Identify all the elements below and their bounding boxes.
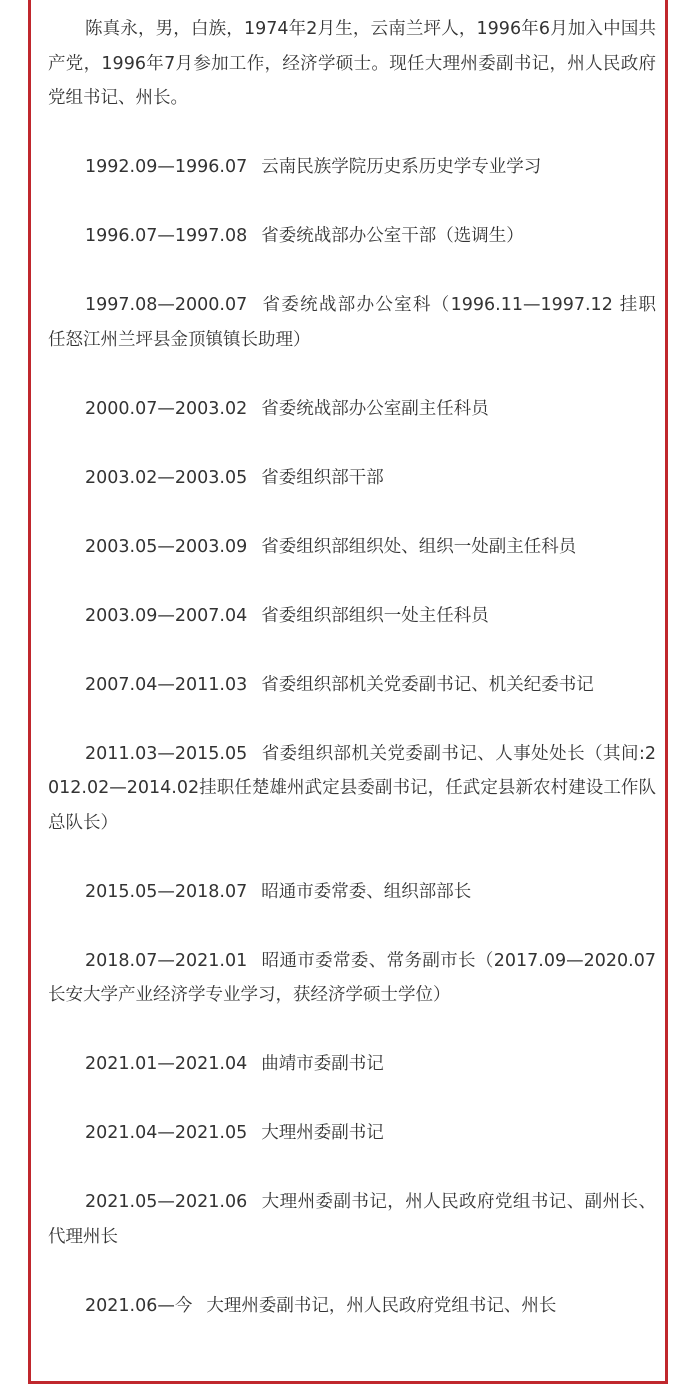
resume-text: 昭通市委常委、组织部部长	[261, 881, 472, 902]
resume-text: 省委统战部办公室干部（选调生）	[261, 226, 524, 246]
resume-text: 昭通市委常委、常务副市长（2017.09—2020.07长安大学产业经济学专业学习，获经济学硕士学位）	[48, 950, 656, 1005]
resume-period: 2003.02—2003.05	[85, 467, 248, 488]
resume-entry	[48, 392, 656, 427]
intro-paragraph: 陈真永，男，白族，1974年2月生，云南兰坪人，1996年6月加入中国共产党，1996年7月参加工作，经济学硕士。现任大理州委副书记，州人民政府党组书记、州长。	[48, 19, 656, 108]
resume-text: 大理州委副书记，州人民政府党组书记、州长	[206, 1295, 557, 1316]
resume-entry	[48, 668, 656, 703]
resume-text: 省委组织部组织一处主任科员	[261, 605, 489, 626]
resume-entry	[48, 219, 656, 254]
resume-period: 2015.05—2018.07	[85, 881, 248, 902]
resume-period: 2018.07—2021.01	[85, 950, 248, 971]
resume-period: 2021.05—2021.06	[85, 1192, 248, 1212]
resume-entry	[48, 1116, 656, 1151]
resume-period: 1996.07—1997.08	[85, 226, 248, 246]
resume-text: 曲靖市委副书记	[261, 1054, 384, 1074]
resume-period: 2003.05—2003.09	[85, 536, 248, 557]
resume-text: 省委统战部办公室科（1996.11—1997.12 挂职任怒江州兰坪县金顶镇镇长助理）	[48, 295, 656, 350]
resume-text: 省委组织部组织处、组织一处副主任科员	[261, 536, 577, 557]
resume-entry	[48, 875, 656, 910]
biography-content	[48, 12, 656, 1323]
resume-entry	[48, 530, 656, 565]
resume-entry	[48, 944, 656, 1013]
resume-text: 云南民族学院历史系历史学专业学习	[261, 157, 542, 177]
resume-entry	[48, 599, 656, 634]
resume-entry	[48, 1047, 656, 1082]
resume-entry	[48, 288, 656, 357]
resume-text: 大理州委副书记，州人民政府党组书记、副州长、代理州长	[48, 1192, 656, 1247]
resume-period: 2021.06—今	[85, 1295, 193, 1316]
resume-period: 2011.03—2015.05	[85, 743, 248, 764]
resume-period: 2021.04—2021.05	[85, 1123, 248, 1143]
resume-entry	[48, 1289, 656, 1324]
resume-entry	[48, 737, 656, 841]
resume-period: 2000.07—2003.02	[85, 398, 248, 419]
resume-text: 省委组织部机关党委副书记、机关纪委书记	[261, 674, 594, 695]
resume-entry	[48, 461, 656, 496]
resume-period: 1997.08—2000.07	[85, 295, 248, 315]
resume-entry	[48, 1185, 656, 1254]
resume-text: 省委组织部干部	[261, 467, 384, 488]
resume-text: 省委组织部机关党委副书记、人事处处长（其间:2012.02—2014.02挂职任楚雄州武定县委副书记，任武定县新农村建设工作队总队长）	[48, 743, 656, 833]
resume-text: 省委统战部办公室副主任科员	[261, 398, 489, 419]
resume-period: 2021.01—2021.04	[85, 1054, 248, 1074]
resume-period: 2007.04—2011.03	[85, 674, 248, 695]
resume-list	[48, 150, 656, 1323]
resume-entry	[48, 150, 656, 185]
resume-period: 2003.09—2007.04	[85, 605, 248, 626]
resume-period: 1992.09—1996.07	[85, 157, 248, 177]
resume-text: 大理州委副书记	[261, 1123, 384, 1143]
